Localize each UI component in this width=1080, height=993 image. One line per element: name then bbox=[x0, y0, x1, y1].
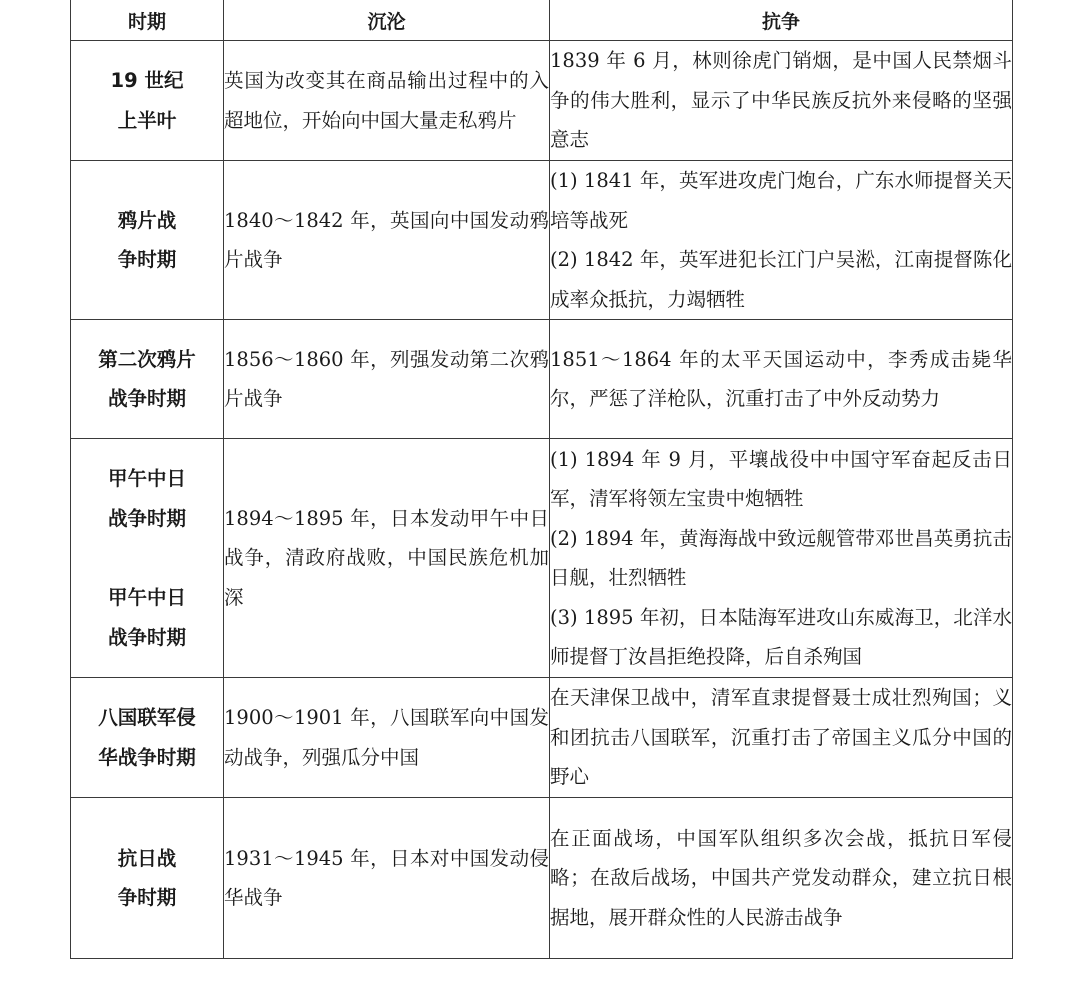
resist-cell bbox=[550, 41, 1013, 161]
period-line: 上半叶 bbox=[117, 108, 177, 132]
resist-item: (2) 1842 年，英军进犯长江门户吴淞，江南提督陈化成率众抵抗，力竭牺牲 bbox=[550, 248, 1012, 311]
table-row bbox=[71, 439, 1013, 678]
resist-item: 1839 年 6 月，林则徐虎门销烟，是中国人民禁烟斗争的伟大胜利，显示了中华民族反抗外来侵略的坚强意志 bbox=[550, 49, 1012, 152]
period-line: 第二次鸦片 bbox=[98, 347, 196, 371]
period-cell bbox=[71, 798, 224, 959]
period-line: 八国联军侵 bbox=[98, 706, 196, 729]
history-table bbox=[70, 0, 1013, 959]
period-line: 争时期 bbox=[117, 248, 177, 271]
resist-item: 在正面战场，中国军队组织多次会战，抵抗日军侵略；在敌后战场，中国共产党发动群众，建立抗日根据地，展开群众性的人民游击战争 bbox=[550, 826, 1012, 929]
resist-cell bbox=[550, 439, 1013, 678]
table-row bbox=[71, 161, 1013, 320]
period-line: 战争时期 bbox=[107, 506, 186, 530]
resist-cell bbox=[550, 320, 1013, 439]
resist-item: 在天津保卫战中，清军直隶提督聂士成壮烈殉国；义和团抗击八国联军，沉重打击了帝国主义瓜分中国的野心 bbox=[550, 686, 1012, 789]
sink-cell: 1894～1895 年，日本发动甲午中日战争，清政府战败，中国民族危机加深 bbox=[224, 439, 550, 678]
resist-cell bbox=[550, 161, 1013, 320]
period-line: 甲午中日 bbox=[107, 467, 186, 490]
period-line: 战争时期 bbox=[107, 625, 186, 649]
period-line: 战争时期 bbox=[107, 387, 186, 410]
table-row bbox=[71, 678, 1013, 798]
period-cell bbox=[71, 439, 224, 678]
period-line: 争时期 bbox=[117, 886, 177, 909]
period-cell bbox=[71, 161, 224, 320]
period-line: 鸦片战 bbox=[117, 208, 177, 232]
period-line: 抗日战 bbox=[117, 846, 177, 870]
period-cell bbox=[71, 320, 224, 439]
resist-item: 1851～1864 年的太平天国运动中，李秀成击毙华尔，严惩了洋枪队，沉重打击了中外反动势力 bbox=[550, 347, 1012, 410]
sink-cell: 1931～1945 年，日本对中国发动侵华战争 bbox=[224, 798, 550, 959]
resist-item: (3) 1895 年初，日本陆海军进攻山东威海卫，北洋水师提督丁汝昌拒绝投降，后自杀殉国 bbox=[550, 605, 1012, 668]
period-line: 华战争时期 bbox=[98, 745, 196, 769]
period-cell bbox=[71, 678, 224, 798]
period-line: 19 世纪 bbox=[110, 69, 184, 92]
header-period: 时期 bbox=[71, 0, 224, 41]
resist-item: (1) 1894 年 9 月，平壤战役中中国守军奋起反击日军，清军将领左宝贵中炮牺牲 bbox=[550, 447, 1012, 510]
table-row bbox=[71, 320, 1013, 439]
sink-cell: 1900～1901 年，八国联军向中国发动战争，列强瓜分中国 bbox=[224, 678, 550, 798]
period-line: 甲午中日 bbox=[107, 586, 186, 609]
table-row bbox=[71, 41, 1013, 161]
sink-cell: 1856～1860 年，列强发动第二次鸦片战争 bbox=[224, 320, 550, 439]
resist-item: (2) 1894 年，黄海海战中致远舰管带邓世昌英勇抗击日舰，壮烈牺牲 bbox=[550, 526, 1012, 589]
period-cell bbox=[71, 41, 224, 161]
sink-cell: 1840～1842 年，英国向中国发动鸦片战争 bbox=[224, 161, 550, 320]
resist-item: (1) 1841 年，英军进攻虎门炮台，广东水师提督关天培等战死 bbox=[550, 169, 1012, 232]
header-sink: 沉沦 bbox=[224, 0, 550, 41]
resist-cell bbox=[550, 678, 1013, 798]
table-header-row bbox=[71, 0, 1013, 41]
header-resist: 抗争 bbox=[550, 0, 1013, 41]
sink-cell: 英国为改变其在商品输出过程中的入超地位，开始向中国大量走私鸦片 bbox=[224, 41, 550, 161]
table-row bbox=[71, 798, 1013, 959]
resist-cell bbox=[550, 798, 1013, 959]
